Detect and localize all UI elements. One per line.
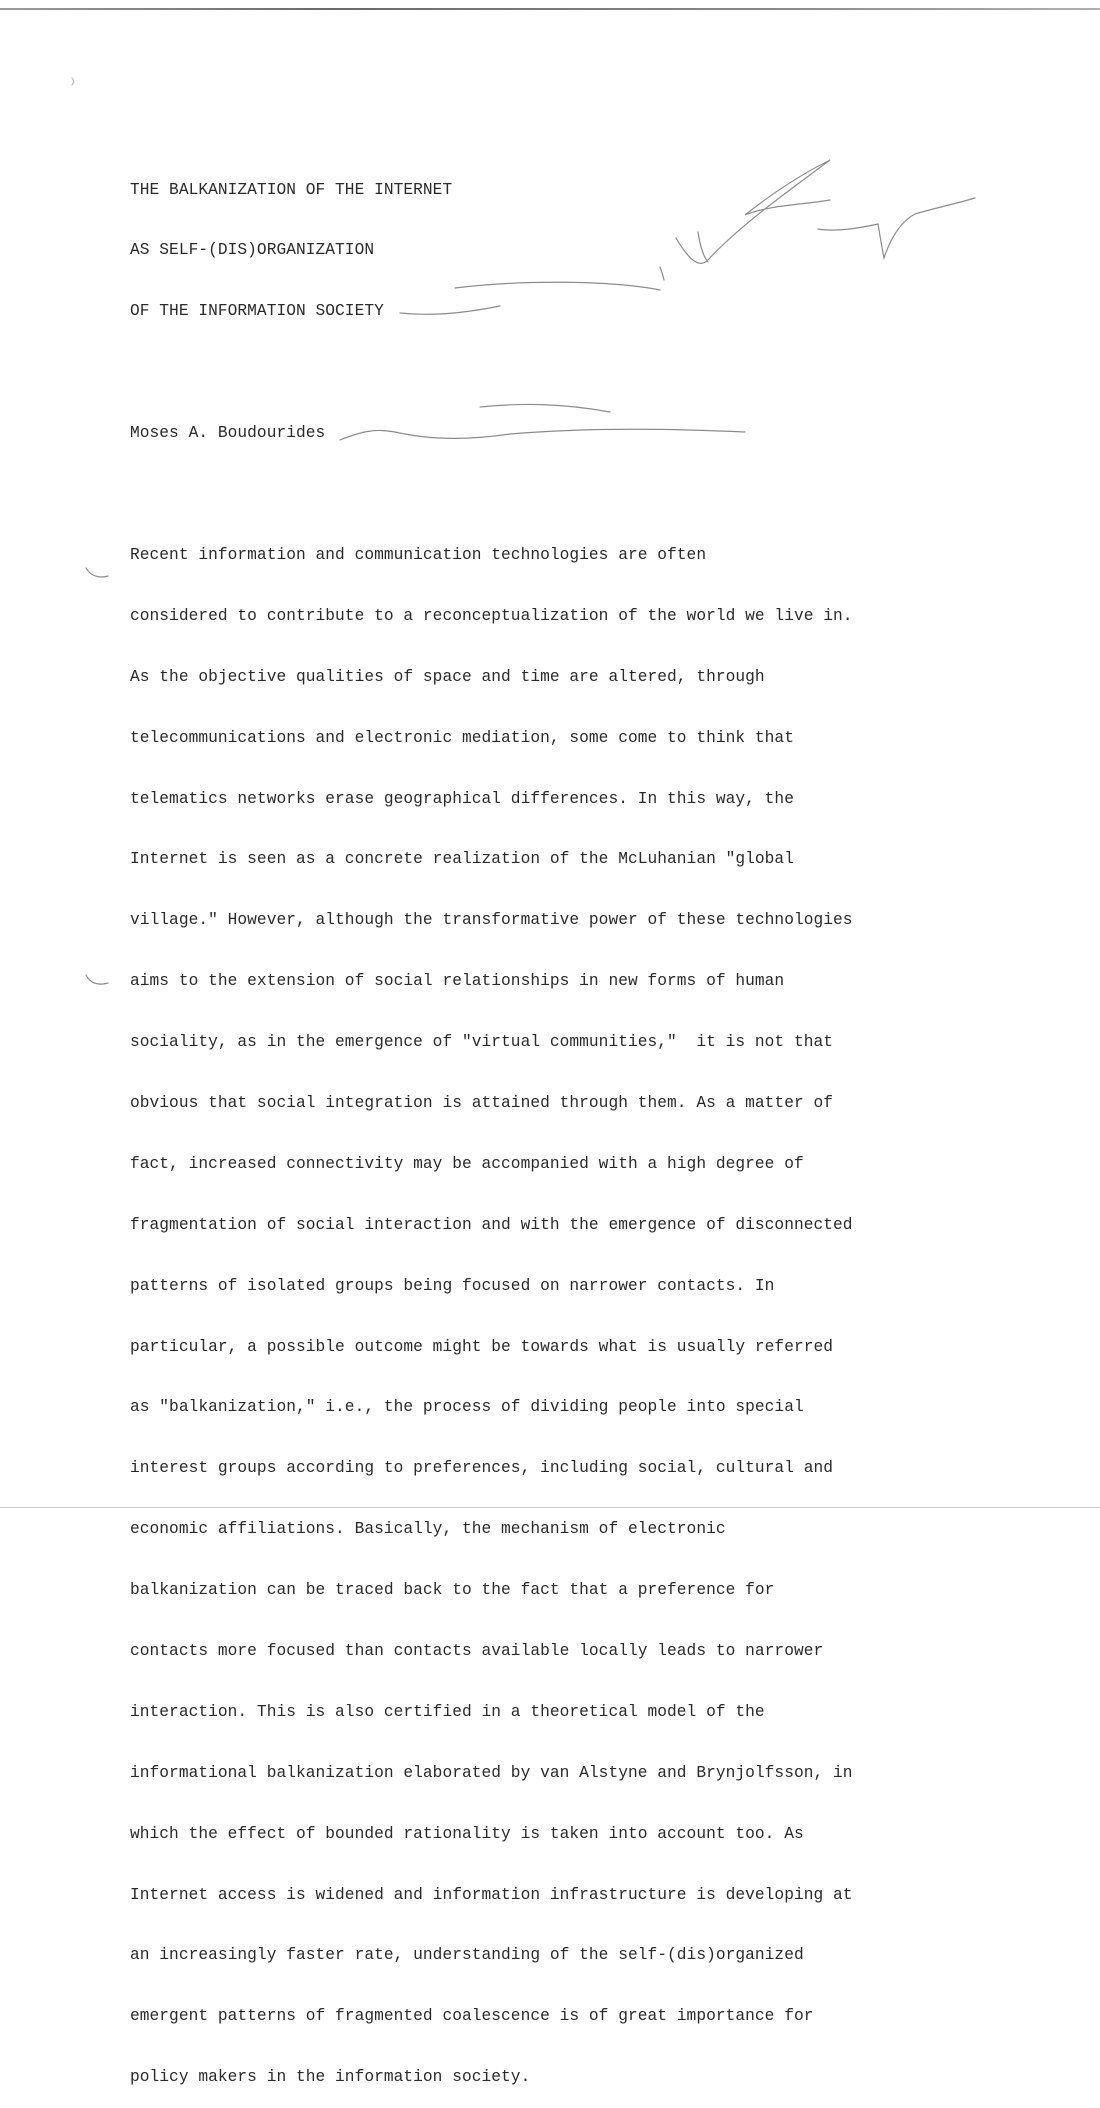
abstract-line: an increasingly faster rate, understanding of the self-(dis)organized — [130, 1946, 804, 1965]
title-line-1: THE BALKANIZATION OF THE INTERNET — [130, 180, 453, 199]
abstract-line: Internet access is widened and information infrastructure is developing at — [130, 1885, 853, 1904]
scan-speck — [72, 78, 74, 85]
spacer — [130, 484, 950, 504]
title-line-3: OF THE INFORMATION SOCIETY — [130, 302, 384, 321]
abstract-line: obvious that social integration is attained through them. As a matter of — [130, 1093, 834, 1112]
abstract-line: which the effect of bounded rationality is taken into account too. As — [130, 1824, 804, 1843]
punch-hole-mark — [86, 568, 108, 577]
abstract-line: telecommunications and electronic mediation, some come to think that — [130, 728, 794, 747]
abstract-line: village." However, although the transformative power of these technologies — [130, 911, 853, 930]
abstract-line: patterns of isolated groups being focused on narrower contacts. In — [130, 1276, 775, 1295]
abstract-line: informational balkanization elaborated by van Alstyne and Brynjolfsson, in — [130, 1763, 853, 1782]
abstract-line: particular, a possible outcome might be towards what is usually referred — [130, 1337, 834, 1356]
abstract-line: telematics networks erase geographical differences. In this way, the — [130, 789, 794, 808]
abstract-line: interest groups according to preferences, including social, cultural and — [130, 1459, 834, 1478]
title-line-2: AS SELF-(DIS)ORGANIZATION — [130, 241, 375, 260]
abstract-line: emergent patterns of fragmented coalescence is of great importance for — [130, 2007, 814, 2026]
spacer — [130, 362, 950, 382]
punch-hole-mark — [86, 975, 108, 984]
abstract-line: considered to contribute to a reconceptualization of the world we live in. — [130, 606, 853, 625]
abstract-line: as "balkanization," i.e., the process of dividing people into special — [130, 1398, 804, 1417]
document-body — [130, 139, 950, 2108]
abstract-line: balkanization can be traced back to the fact that a preference for — [130, 1581, 775, 1600]
abstract-line: sociality, as in the emergence of "virtual communities," it is not that — [130, 1033, 834, 1052]
abstract-line: policy makers in the information society. — [130, 2068, 531, 2087]
scan-top-edge — [0, 8, 1100, 10]
abstract-line: fragmentation of social interaction and with the emergence of disconnected — [130, 1215, 853, 1234]
abstract-line: As the objective qualities of space and time are altered, through — [130, 667, 765, 686]
abstract-line: aims to the extension of social relationships in new forms of human — [130, 972, 785, 991]
abstract-line: interaction. This is also certified in a theoretical model of the — [130, 1702, 765, 1721]
author-name: Moses A. Boudourides — [130, 424, 326, 443]
abstract-line: Internet is seen as a concrete realization of the McLuhanian "global — [130, 850, 794, 869]
abstract-line: Recent information and communication technologies are often — [130, 545, 707, 564]
abstract-line: economic affiliations. Basically, the mechanism of electronic — [130, 1520, 726, 1539]
abstract-line: fact, increased connectivity may be accompanied with a high degree of — [130, 1154, 804, 1173]
abstract-line: contacts more focused than contacts available locally leads to narrower — [130, 1641, 824, 1660]
